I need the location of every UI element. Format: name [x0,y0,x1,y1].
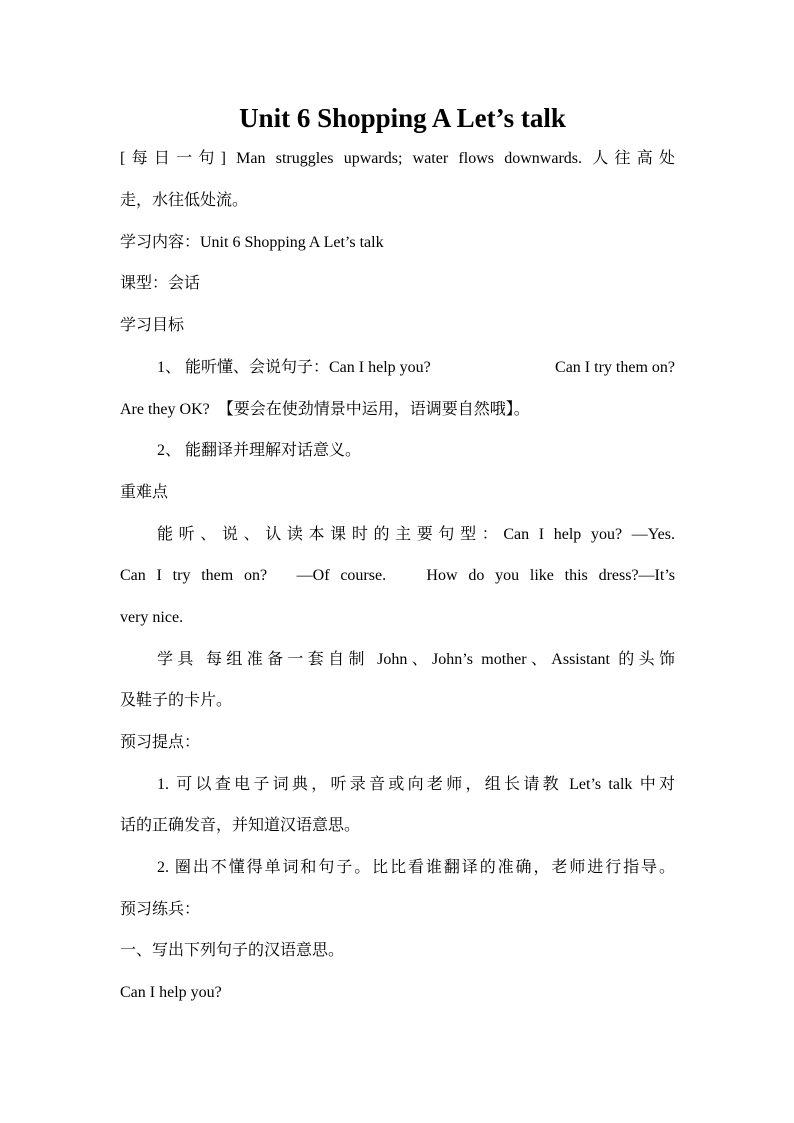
objective-2: 2、 能翻译并理解对话意义。 [157,442,362,459]
objective-1-line-2: Are they OK? 【要会在使劲情景中运用，语调要自然哦】。 [120,401,530,418]
key-points-line-1: 能听、说、认读本课时的主要句型：Can I help you? —Yes. [157,526,675,543]
preview-item-2: 2. 圈出不懂得单词和句子。比比看谁翻译的准确，老师进行指导。 [157,859,675,876]
exercise-1-heading: 一、写出下列句子的汉语意思。 [120,942,345,959]
preview-item-1-line-2: 话的正确发音，并知道汉语意思。 [120,817,361,834]
preview-item-1-line-1: 1. 可以查电子词典，听录音或向老师，组长请教 Let’s talk 中对 [157,776,675,793]
tools-line-1: 学具 每组准备一套自制 John、John’s mother、Assistant 的头饰 [157,651,675,668]
objective-1-part-1: 1、 能听懂、会说句子：Can I help you? [157,359,431,376]
exercise-1-sentence: Can I help you? [120,984,222,1001]
practice-heading: 预习练兵： [120,901,201,918]
preview-heading: 预习提点： [120,734,201,751]
daily-sentence-line-1: [每日一句] Man struggles upwards; water flows downwards. 人往高处 [120,150,675,167]
objective-1-line-1 [157,347,675,389]
daily-sentence-line-2: 走，水往低处流。 [120,192,249,209]
tools-line-2: 及鞋子的卡片。 [120,692,233,709]
key-points-line-3: very nice. [120,609,184,626]
document-page [120,0,675,1123]
objectives-heading: 学习目标 [120,317,185,334]
key-points-heading: 重难点 [120,484,169,501]
learning-content: 学习内容：Unit 6 Shopping A Let’s talk [120,234,384,251]
lesson-type: 课型：会话 [120,275,201,292]
objective-1-part-2: Can I try them on? [555,359,675,376]
key-points-line-2: Can I try them on? —Of course. How do you like this dress?—It’s [120,567,675,584]
page-title: Unit 6 Shopping A Let’s talk [239,103,566,133]
